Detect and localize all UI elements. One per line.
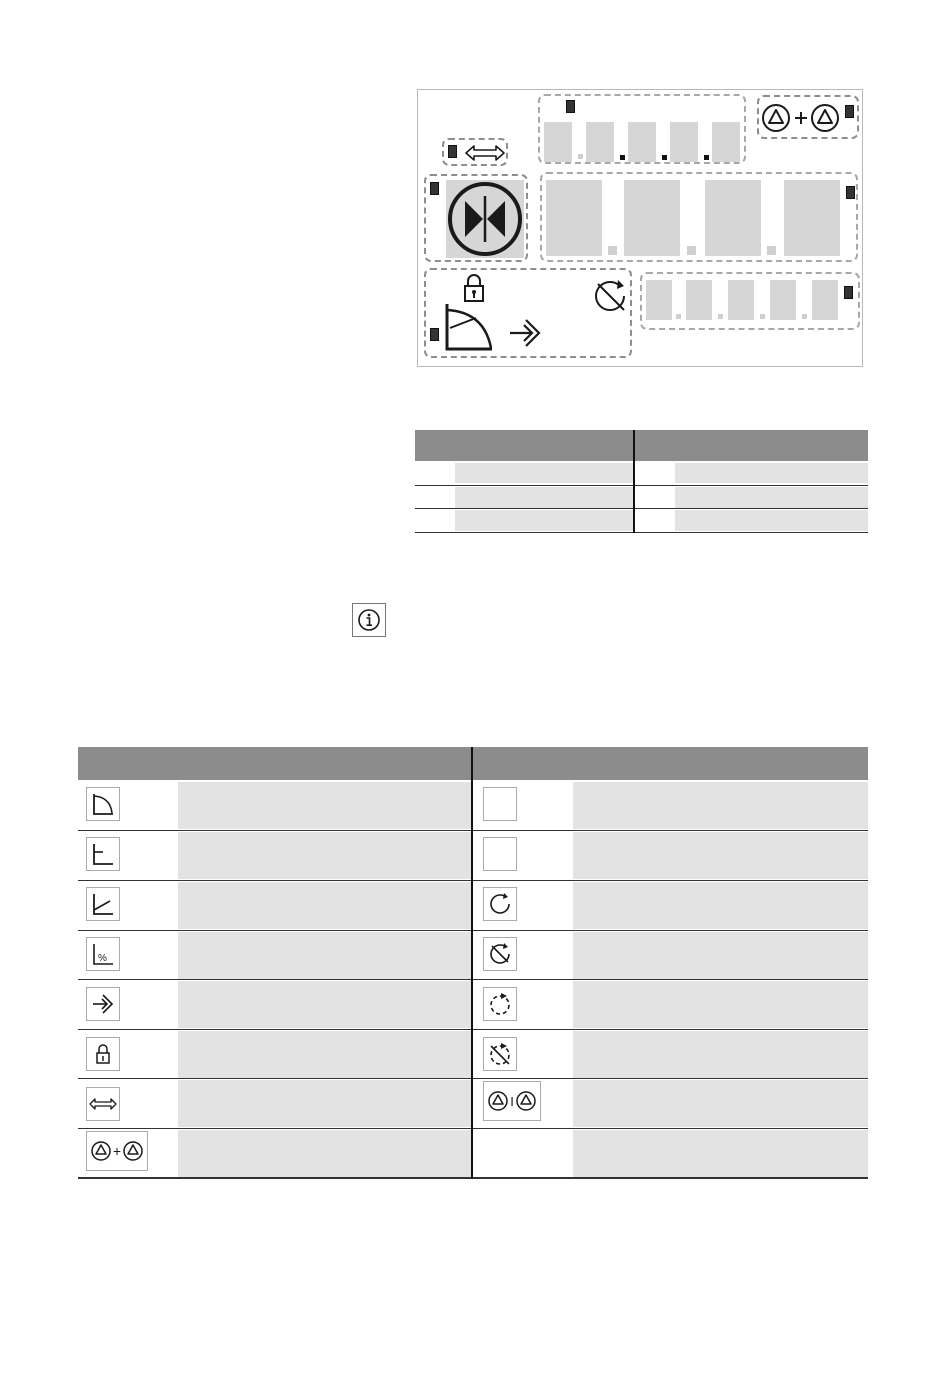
legend-cell	[455, 463, 633, 483]
symbol-desc-left	[178, 782, 471, 829]
row-divider	[78, 930, 868, 931]
top-digit-group	[538, 94, 746, 164]
legend-cell	[675, 487, 868, 508]
top-digit-2	[586, 122, 614, 162]
main-digit-group	[540, 172, 858, 262]
symbol-table	[78, 747, 868, 1179]
info-icon	[352, 603, 386, 637]
main-digit-3	[705, 180, 761, 256]
symbol-desc-left	[178, 1031, 471, 1078]
small-dot-4	[802, 314, 807, 319]
mode-marker	[430, 328, 439, 341]
small-dot-2	[718, 314, 723, 319]
row-divider	[78, 830, 868, 831]
twin-pump-marker	[845, 105, 854, 118]
main-digit-1	[546, 180, 602, 256]
symbol-desc-left	[178, 832, 471, 879]
row-divider	[78, 1078, 868, 1079]
symbol-table-header	[78, 747, 868, 780]
main-digit-2	[624, 180, 680, 256]
top-digit-4	[670, 122, 698, 162]
swap-marker	[448, 145, 457, 158]
legend-table-header	[415, 430, 868, 461]
main-dot-3	[767, 246, 776, 255]
pressure-curve-icon	[86, 787, 120, 821]
twin-pump-parallel-icon	[86, 1131, 148, 1171]
symbol-desc-left	[178, 882, 471, 929]
legend-divider	[415, 532, 868, 533]
blank-icon	[483, 787, 517, 821]
swap-group	[442, 138, 508, 166]
legend-table	[415, 430, 868, 533]
small-digit-1	[646, 280, 672, 320]
small-digit-2	[686, 280, 712, 320]
swap-icon	[86, 1087, 120, 1121]
top-digit-3	[628, 122, 656, 162]
legend-row-2	[415, 486, 868, 509]
symbol-column-divider	[471, 747, 473, 1179]
blank-icon	[483, 837, 517, 871]
main-digit-4	[784, 180, 840, 256]
symbol-desc-left	[178, 932, 471, 979]
symbol-desc-right	[573, 1080, 868, 1127]
legend-row-1	[415, 461, 868, 485]
twin-separator-text: I	[510, 1094, 514, 1109]
top-digit-1	[544, 122, 572, 162]
row-divider	[78, 979, 868, 980]
legend-cell	[455, 510, 633, 531]
rotation-stop-icon	[483, 937, 517, 971]
top-dot-1	[578, 154, 583, 159]
pump-rotor-group	[424, 174, 528, 262]
symbol-desc-right	[573, 832, 868, 879]
svg-text:%: %	[98, 953, 107, 964]
table-bottom-line	[78, 1177, 868, 1179]
main-dot-2	[687, 246, 696, 255]
top-digit-5	[712, 122, 740, 162]
pump-rotor-icon	[446, 180, 524, 258]
small-digit-marker	[844, 286, 853, 299]
control-curve-icon	[444, 302, 494, 352]
twin-pump-group	[757, 95, 859, 139]
mode-group	[424, 268, 632, 358]
row-divider	[78, 1029, 868, 1030]
small-dot-3	[760, 314, 765, 319]
display-panel-diagram	[417, 89, 863, 367]
twin-plus-text: +	[112, 1143, 122, 1159]
variable-pressure-icon	[86, 887, 120, 921]
constant-pressure-icon	[86, 837, 120, 871]
top-dot-4	[704, 155, 709, 160]
percent-icon	[86, 937, 120, 971]
small-digit-4	[770, 280, 796, 320]
swap-icon	[464, 144, 506, 162]
small-digit-group	[640, 272, 860, 330]
legend-cell	[675, 510, 868, 531]
symbol-desc-right	[573, 782, 868, 829]
symbol-desc-left	[178, 1130, 471, 1177]
main-dot-1	[608, 246, 617, 255]
twin-pump-icon	[761, 102, 841, 134]
symbol-desc-right	[573, 1130, 868, 1177]
lock-icon	[86, 1037, 120, 1071]
symbol-desc-right	[573, 1031, 868, 1078]
rotation-dashed-icon	[483, 987, 517, 1021]
symbol-desc-right	[573, 932, 868, 979]
top-dot-3	[662, 155, 667, 160]
symbol-desc-right	[573, 882, 868, 929]
lock-icon	[463, 273, 485, 303]
small-dot-1	[676, 314, 681, 319]
legend-column-divider	[633, 430, 635, 533]
symbol-desc-left	[178, 981, 471, 1028]
top-digit-marker	[566, 100, 575, 113]
rotation-dashed-stop-icon	[483, 1037, 517, 1071]
symbol-desc-right	[573, 981, 868, 1028]
row-divider	[78, 880, 868, 881]
top-dot-2	[620, 155, 625, 160]
legend-cell	[455, 487, 633, 508]
rotation-stop-icon	[590, 278, 630, 314]
pump-marker	[430, 182, 439, 195]
small-digit-3	[728, 280, 754, 320]
small-digit-5	[812, 280, 838, 320]
symbol-desc-left	[178, 1080, 471, 1127]
main-digit-marker	[846, 186, 855, 199]
legend-cell	[675, 463, 868, 483]
rotation-icon	[483, 887, 517, 921]
row-divider	[78, 1128, 868, 1129]
enter-arrow-icon	[508, 318, 544, 348]
legend-row-3	[415, 509, 868, 532]
twin-pump-alternate-icon	[483, 1081, 541, 1121]
enter-arrow-icon	[86, 987, 120, 1021]
